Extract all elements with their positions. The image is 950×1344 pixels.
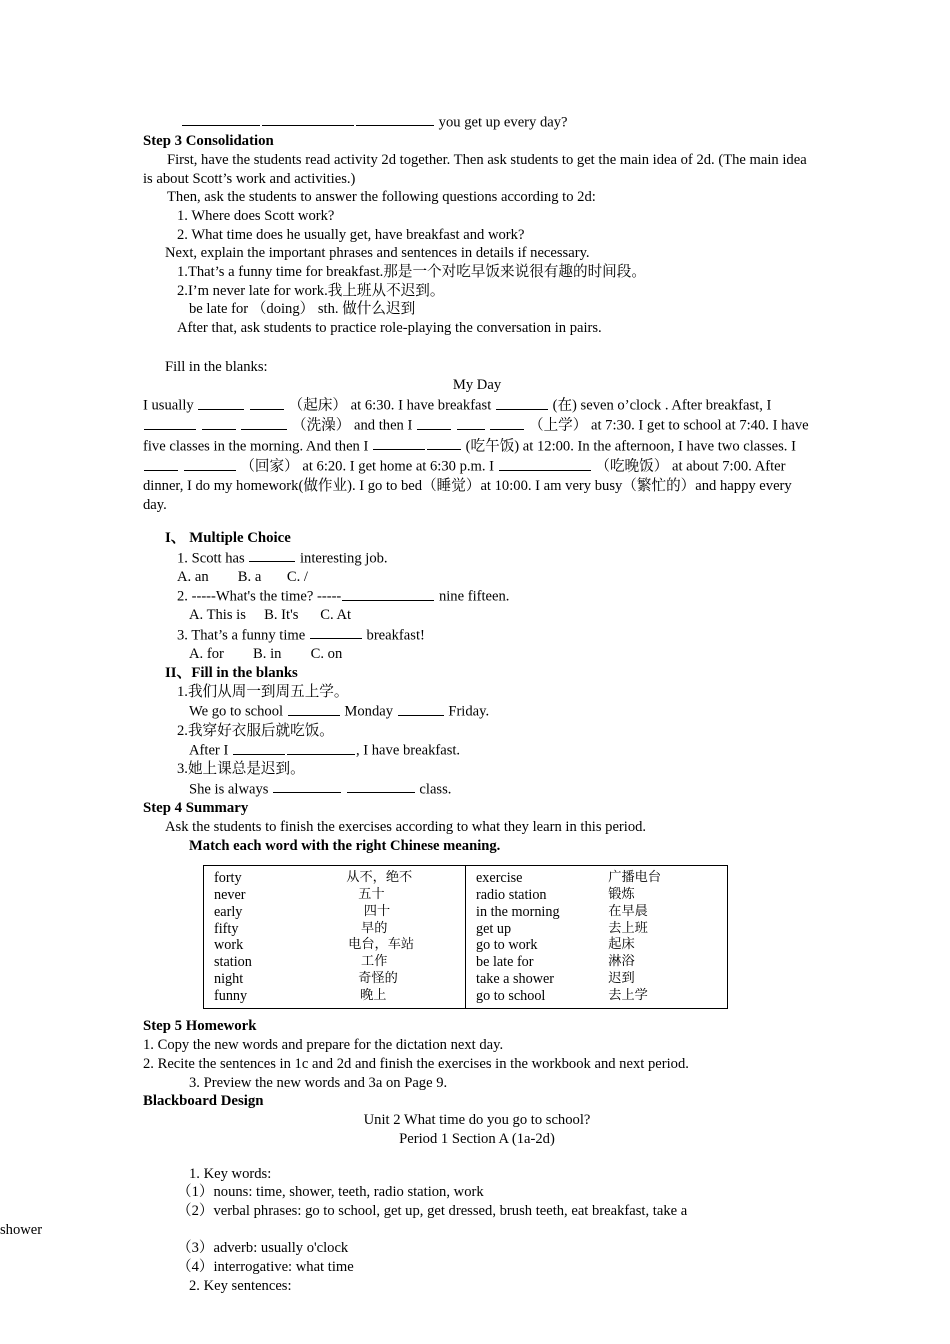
blank-underline[interactable] bbox=[144, 415, 196, 429]
fill-item-2-en-c: , I have breakfast. bbox=[355, 742, 461, 759]
match-meaning: 迟到 bbox=[608, 970, 635, 986]
blank-underline[interactable] bbox=[427, 436, 461, 450]
match-meaning: 奇怪的 bbox=[358, 970, 398, 986]
list-item[interactable] bbox=[476, 971, 721, 988]
match-word: forty bbox=[214, 870, 242, 887]
match-meaning: 去上学 bbox=[608, 987, 648, 1003]
passage-seg-2: （起床） at 6:30. I have breakfast bbox=[288, 397, 495, 414]
blank-underline[interactable] bbox=[184, 456, 236, 470]
match-meaning: 淋浴 bbox=[608, 954, 635, 970]
match-word: never bbox=[214, 887, 246, 904]
match-meaning: 工作 bbox=[361, 954, 388, 970]
blank-underline[interactable] bbox=[287, 740, 355, 754]
step3-question-2: 2. What time does he usually get, have breakfast and work? bbox=[177, 226, 525, 243]
list-item[interactable] bbox=[214, 971, 459, 988]
match-meaning: 晚上 bbox=[360, 987, 387, 1003]
fill-item-1-en-c: Friday. bbox=[444, 703, 490, 720]
list-item[interactable] bbox=[476, 954, 721, 971]
blank-underline[interactable] bbox=[249, 548, 295, 562]
key-words-interrogative: （4）interrogative: what time bbox=[177, 1258, 354, 1275]
match-instruction: Match each word with the right Chinese meaning. bbox=[189, 837, 501, 854]
list-item[interactable] bbox=[476, 887, 721, 904]
blank-underline[interactable] bbox=[417, 415, 451, 429]
passage-seg-8: （吃晚饭） at about 7:00. After dinner, I do my homework(做作业). I go to bed（睡觉）at 10:00. I am very busy（繁忙的）and happy every day. bbox=[143, 458, 792, 513]
list-item[interactable] bbox=[214, 870, 459, 887]
mc-question-2-prompt-after: nine fifteen. bbox=[435, 588, 510, 605]
blackboard-title-line-2: Period 1 Section A (1a-2d) bbox=[399, 1130, 555, 1147]
blank-underline[interactable] bbox=[347, 779, 415, 793]
passage-seg-5: （上学） at 7:30. I get to school at 7:40. I have five classes in the morning. And then I bbox=[143, 417, 809, 455]
step3-para2: Then, ask the students to answer the following questions according to 2d: bbox=[167, 189, 596, 206]
step3-note-3: be late for （doing） sth. 做什么迟到 bbox=[189, 301, 416, 318]
step4-para: Ask the students to finish the exercises according to what they learn in this period. bbox=[165, 819, 647, 835]
match-word: early bbox=[214, 903, 243, 920]
fill-passage-title: My Day bbox=[452, 377, 502, 394]
key-sentences-heading: 2. Key sentences: bbox=[189, 1277, 292, 1294]
mc-question-2-prompt-before: 2. -----What's the time? ----- bbox=[177, 588, 342, 605]
mc-question-2 bbox=[143, 586, 811, 606]
fill-item-2-en bbox=[143, 740, 811, 760]
blank-underline[interactable] bbox=[398, 701, 444, 715]
match-word: go to school bbox=[476, 987, 546, 1004]
passage-seg-7: （回家） at 6:20. I get home at 6:30 p.m. I bbox=[240, 458, 498, 475]
match-meaning: 五十 bbox=[358, 887, 385, 903]
match-word: be late for bbox=[476, 954, 534, 971]
blank-underline[interactable] bbox=[144, 456, 178, 470]
passage-seg-4: （洗澡） and then I bbox=[291, 417, 416, 434]
mc-question-3-prompt-before: 3. That’s a funny time bbox=[177, 627, 309, 644]
match-meaning: 早的 bbox=[361, 920, 388, 936]
match-word: fifty bbox=[214, 920, 239, 937]
blank-underline[interactable] bbox=[490, 415, 524, 429]
mc-question-1-options[interactable]: A. an B. a C. / bbox=[177, 568, 308, 585]
match-word: station bbox=[214, 954, 252, 971]
blank-underline[interactable] bbox=[233, 740, 285, 754]
section-2-heading: II、Fill in the blanks bbox=[165, 664, 298, 681]
step3-note-2: 2.I’m never late for work.我上班从不迟到。 bbox=[177, 282, 445, 299]
match-table-right-column bbox=[466, 866, 728, 1009]
fill-item-1-en-a: We go to school bbox=[189, 703, 287, 720]
step3-para4: After that, ask students to practice role-playing the conversation in pairs. bbox=[177, 320, 602, 337]
blank-underline[interactable] bbox=[288, 701, 340, 715]
mc-question-1-prompt-after: interesting job. bbox=[296, 549, 388, 566]
match-meaning: 锻炼 bbox=[608, 887, 635, 903]
key-words-heading: 1. Key words: bbox=[189, 1165, 272, 1182]
fill-item-2-cn: 2.我穿好衣服后就吃饭。 bbox=[177, 722, 334, 739]
blank-underline[interactable] bbox=[373, 436, 425, 450]
list-item[interactable] bbox=[214, 887, 459, 904]
blank-underline[interactable] bbox=[273, 779, 341, 793]
match-word: night bbox=[214, 970, 244, 987]
blank-underline[interactable] bbox=[342, 586, 434, 600]
blank-underline[interactable] bbox=[182, 112, 260, 126]
blank-underline[interactable] bbox=[198, 395, 244, 409]
match-word: take a shower bbox=[476, 970, 554, 987]
match-word: work bbox=[214, 937, 244, 954]
step5-item-2: 2. Recite the sentences in 1c and 2d and finish the exercises in the workbook and next period. bbox=[143, 1055, 689, 1072]
list-item[interactable] bbox=[214, 954, 459, 971]
blank-underline[interactable] bbox=[250, 395, 284, 409]
fill-item-3-en-a: She is always bbox=[189, 781, 273, 798]
match-meaning: 广播电台 bbox=[608, 870, 662, 886]
list-item[interactable] bbox=[476, 870, 721, 887]
fill-item-3-cn: 3.她上课总是迟到。 bbox=[177, 761, 305, 778]
match-meaning: 起床 bbox=[608, 937, 635, 953]
match-meaning: 从不，绝不 bbox=[346, 870, 413, 886]
mc-question-3-options[interactable]: A. for B. in C. on bbox=[189, 646, 343, 663]
blank-underline[interactable] bbox=[499, 456, 591, 470]
step3-para3: Next, explain the important phrases and sentences in details if necessary. bbox=[165, 245, 590, 262]
fill-item-1-en-b: Monday bbox=[340, 703, 397, 720]
list-item[interactable] bbox=[476, 988, 721, 1005]
step5-item-1: 1. Copy the new words and prepare for the dictation next day. bbox=[143, 1037, 504, 1054]
passage-seg-1: I usually bbox=[143, 397, 198, 414]
list-item[interactable] bbox=[214, 937, 459, 954]
fill-item-2-en-a: After I bbox=[189, 742, 232, 759]
top-line-text: you get up every day? bbox=[438, 114, 568, 131]
fill-item-1-cn: 1.我们从周一到周五上学。 bbox=[177, 683, 349, 700]
match-meaning: 在早晨 bbox=[608, 903, 648, 919]
match-table-left-column bbox=[204, 866, 466, 1009]
fill-item-3-en bbox=[143, 779, 811, 799]
passage-seg-3: (在) seven o’clock . After breakfast, I bbox=[552, 397, 772, 414]
fill-item-1-en bbox=[143, 701, 811, 721]
mc-question-1 bbox=[143, 548, 811, 568]
step3-note-1: 1.That’s a funny time for breakfast.那是一个对吃早饭来说很有趣的时间段。 bbox=[177, 264, 646, 281]
blackboard-title-line-1: Unit 2 What time do you go to school? bbox=[363, 1112, 591, 1129]
blank-underline[interactable] bbox=[356, 112, 434, 126]
list-item[interactable] bbox=[476, 921, 721, 938]
match-word: go to work bbox=[476, 937, 538, 954]
blank-underline[interactable] bbox=[262, 112, 354, 126]
passage-seg-6: (吃午饭) at 12:00. In the afternoon, I have two classes. I bbox=[465, 438, 796, 455]
list-item[interactable] bbox=[476, 904, 721, 921]
document-body bbox=[0, 112, 811, 1295]
mc-question-2-options[interactable]: A. This is B. It's C. At bbox=[189, 607, 352, 624]
step3-para1: First, have the students read activity 2d together. Then ask students to get the main idea of 2d. (The main idea is about Scott’s work and activities.) bbox=[143, 152, 807, 187]
key-words-adverb: （3）adverb: usually o'clock bbox=[177, 1240, 349, 1257]
list-item[interactable] bbox=[476, 937, 721, 954]
mc-question-1-prompt-before: 1. Scott has bbox=[177, 549, 249, 566]
blank-underline[interactable] bbox=[202, 415, 236, 429]
blank-underline[interactable] bbox=[496, 395, 548, 409]
match-word: get up bbox=[476, 920, 512, 937]
key-words-verbal-phrases: （2）verbal phrases: go to school, get up, get dressed, brush teeth, eat breakfast, take a bbox=[177, 1202, 688, 1219]
top-blank-line bbox=[143, 112, 811, 132]
blackboard-heading: Blackboard Design bbox=[143, 1093, 264, 1110]
match-word: radio station bbox=[476, 887, 547, 904]
step5-heading: Step 5 Homework bbox=[143, 1018, 257, 1035]
step3-heading: Step 3 Consolidation bbox=[143, 133, 274, 150]
fill-item-3-en-c: class. bbox=[415, 781, 452, 798]
mc-question-3 bbox=[143, 625, 811, 645]
match-meaning: 去上班 bbox=[608, 920, 648, 936]
mc-question-3-prompt-after: breakfast! bbox=[362, 627, 425, 644]
match-word: exercise bbox=[476, 870, 523, 887]
section-1-heading: I、 Multiple Choice bbox=[165, 529, 291, 546]
blank-underline[interactable] bbox=[457, 415, 485, 429]
step5-item-3: 3. Preview the new words and 3a on Page 9. bbox=[189, 1074, 448, 1091]
step3-question-1: 1. Where does Scott work? bbox=[177, 208, 335, 225]
step4-heading: Step 4 Summary bbox=[143, 800, 249, 817]
blank-underline[interactable] bbox=[310, 625, 362, 639]
match-meaning: 四十 bbox=[363, 903, 391, 919]
fill-passage-text bbox=[143, 395, 811, 515]
match-word: in the morning bbox=[476, 903, 560, 920]
key-words-verbal-phrases-cont: shower bbox=[0, 1221, 43, 1238]
list-item[interactable] bbox=[214, 921, 459, 938]
list-item[interactable] bbox=[214, 904, 459, 921]
match-meaning: 电台，车站 bbox=[348, 937, 415, 953]
key-words-nouns: （1）nouns: time, shower, teeth, radio station, work bbox=[177, 1184, 484, 1201]
table-row bbox=[204, 866, 728, 1009]
list-item[interactable] bbox=[214, 988, 459, 1005]
match-word: funny bbox=[214, 987, 248, 1004]
blank-underline[interactable] bbox=[241, 415, 287, 429]
fill-passage-heading: Fill in the blanks: bbox=[165, 358, 268, 375]
match-table bbox=[203, 865, 728, 1009]
